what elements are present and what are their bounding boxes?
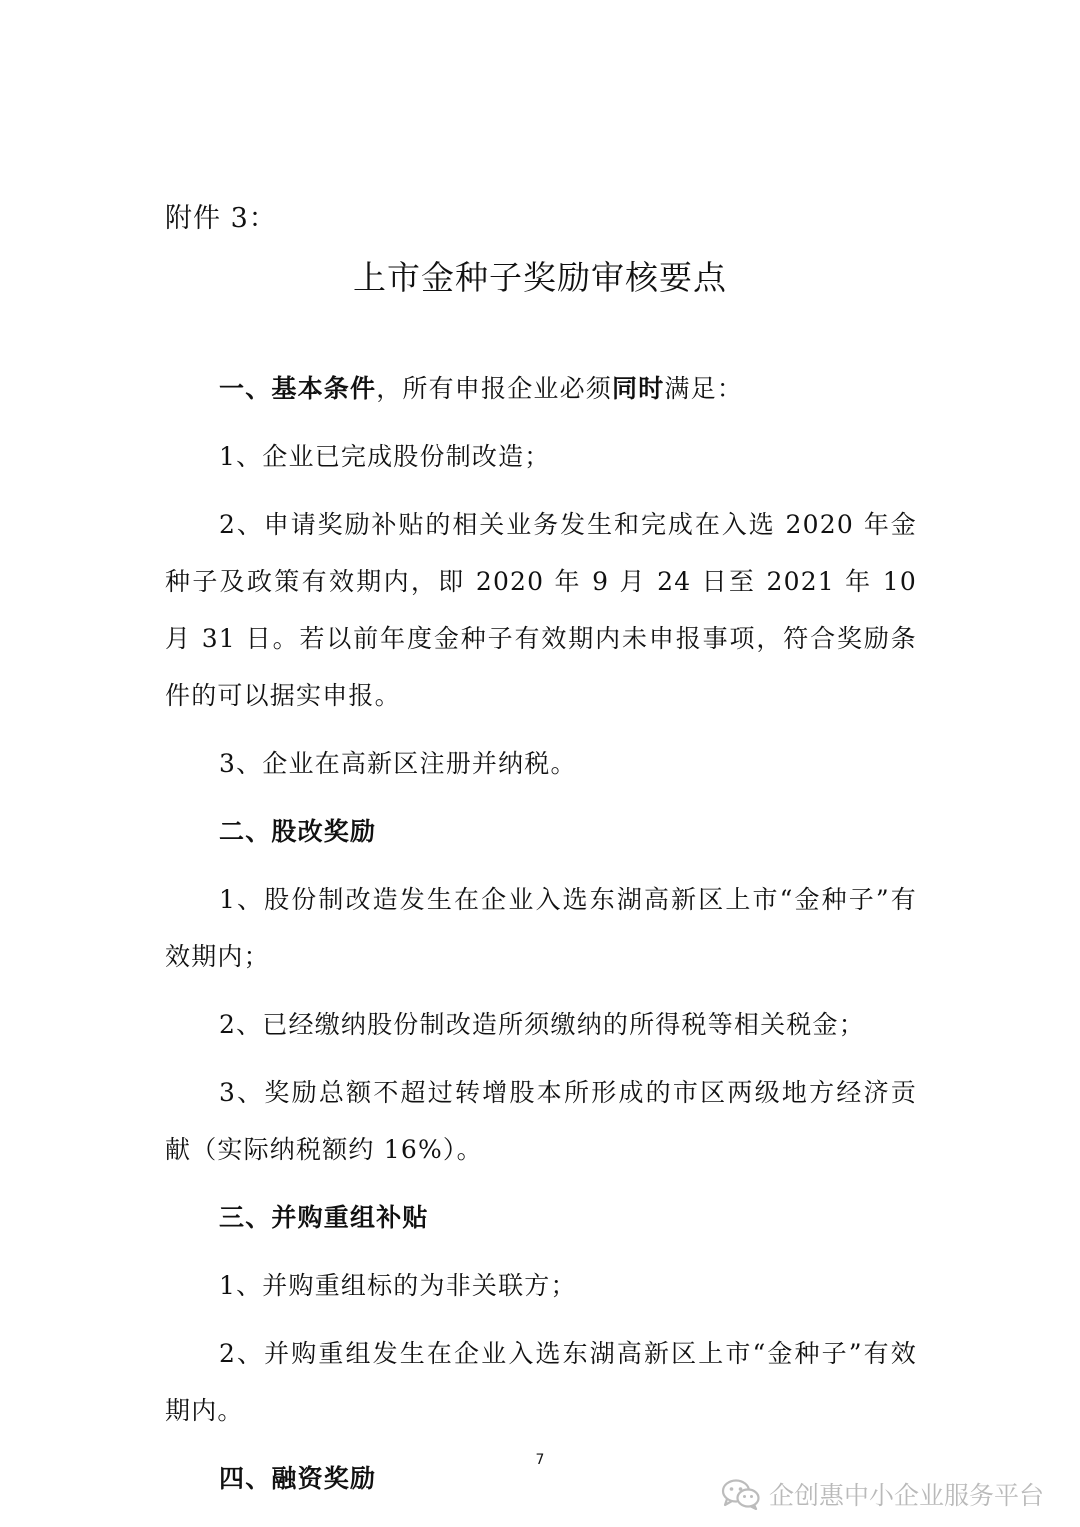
section-1-item: 3、企业在高新区注册并纳税。: [219, 749, 577, 778]
section-1-heading-end: 满足：: [664, 374, 744, 403]
page-number: 7: [535, 1452, 545, 1468]
section-3-heading: 三、并购重组补贴: [219, 1203, 429, 1232]
section-1-item: 1、企业已完成股份制改造；: [219, 442, 551, 471]
section-1-heading-rest: ，所有申报企业必须: [376, 374, 613, 403]
section-1-heading-bold: 一、基本条件: [219, 374, 377, 403]
section-2-heading: 二、股改奖励: [219, 817, 377, 846]
watermark: [721, 1476, 1044, 1512]
section-3-item: 1、并购重组标的为非关联方；: [219, 1271, 577, 1300]
document-body: [165, 360, 917, 1518]
section-1-heading: [165, 360, 917, 417]
section-2-item: 3、奖励总额不超过转增股本所形成的市区两级地方经济贡献（实际纳税额约 16%）。: [165, 1078, 917, 1164]
wechat-icon: [721, 1478, 761, 1510]
section-1-heading-emphasis: 同时: [612, 374, 665, 403]
section-2-item: 1、股份制改造发生在企业入选东湖高新区上市“金种子”有效期内；: [165, 885, 917, 971]
document-title: 上市金种子奖励审核要点: [353, 258, 727, 297]
section-2-item: 2、已经缴纳股份制改造所须缴纳的所得税等相关税金；: [219, 1010, 865, 1039]
section-3-item: 2、并购重组发生在企业入选东湖高新区上市“金种子”有效期内。: [165, 1339, 917, 1425]
watermark-text: 企创惠中小企业服务平台: [768, 1481, 1044, 1510]
section-1-item: 2、申请奖励补贴的相关业务发生和完成在入选 2020 年金种子及政策有效期内，即 2020 年 9 月 24 日至 2021 年 10 月 31 日。若以前年度金种子有效期内未申报事项，符合奖励条件的可以据实申报。: [165, 510, 917, 710]
attachment-label: 附件 3：: [165, 203, 277, 234]
section-4-heading: 四、融资奖励: [219, 1464, 377, 1493]
